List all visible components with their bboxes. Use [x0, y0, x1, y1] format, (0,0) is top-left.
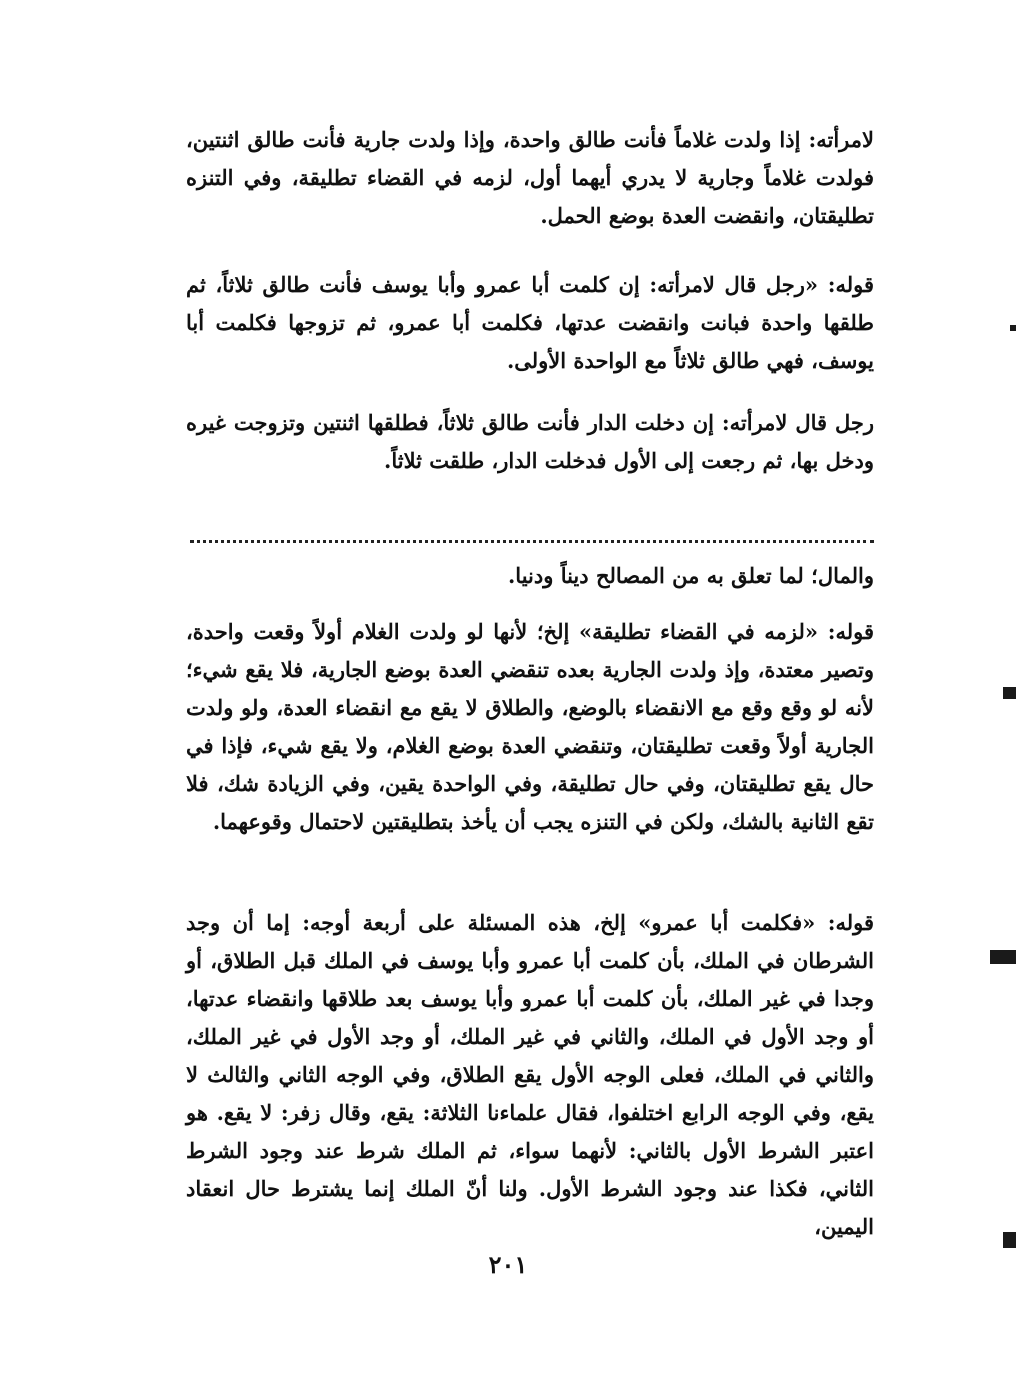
main-text-paragraph-3: رجل قال لامرأته: إن دخلت الدار فأنت طالق ثلاثاً، فطلقها اثنتين وتزوجت غيره ودخل بها، ثم رجعت إلى الأول فدخلت الدار، طلقت ثلاثاً. — [186, 410, 874, 473]
scan-artifact — [1010, 325, 1016, 331]
main-text-paragraph-2: قوله: «رجل قال لامرأته: إن كلمت أبا عمرو وأبا يوسف فأنت طالق ثلاثاً، ثم طلقها واحدة فبانت وانقضت عدتها، فكلمت أبا عمرو، ثم تزوجها فكلمت أبا يوسف، فهي طالق ثلاثاً مع الواحدة الأولى. — [186, 272, 874, 373]
commentary-paragraph-1: والمال؛ لما تعلق به من المصالح ديناً ودنيا. — [508, 563, 874, 588]
main-text-paragraph-1: لامرأته: إذا ولدت غلاماً فأنت طالق واحدة، وإذا ولدت جارية فأنت طالق اثنتين، فولدت غلاماً وجارية لا يدري أيهما أول، لزمه في القضاء تطليقة، وفي التنزه تطليقتان، وانقضت العدة بوضع الحمل. — [186, 127, 874, 228]
scan-artifact — [1003, 687, 1016, 699]
commentary-paragraph-2: قوله: «لزمه في القضاء تطليقة» إلخ؛ لأنها لو ولدت الغلام أولاً وقعت واحدة، وتصير معتدة، وإذ ولدت الجارية بعده تنقضي العدة بوضع الجارية، فلا يقع شيء؛ لأنه لو وقع وقع مع الانقضاء بالوضع، والطلاق لا يقع مع انقضاء العدة، ولو ولدت الجارية أولاً وقعت تطليقتان، وتنقضي العدة بوضع الغلام، ولا يقع شيء، فإذا في حال يقع تطليقتان، وفي حال تطليقة، وفي الواحدة يقين، وفي الزيادة شك، فلا تقع الثانية بالشك، ولكن في التنزه يجب أن يأخذ بتطليقتين لاحتمال وقوعهما. — [186, 619, 874, 834]
commentary-paragraph-3: قوله: «فكلمت أبا عمرو» إلخ، هذه المسئلة على أربعة أوجه: إما أن وجد الشرطان في الملك، بأن كلمت أبا عمرو وأبا يوسف في الملك قبل الطلاق، أو وجدا في غير الملك، بأن كلمت أبا عمرو وأبا يوسف بعد طلاقها وانقضاء عدتها، أو وجد الأول في الملك، والثاني في غير الملك، أو وجد الأول في غير الملك، والثاني في الملك، فعلى الوجه الأول يقع الطلاق، وفي الوجه الثاني والثالث لا يقع، وفي الوجه الرابع اختلفوا، فقال علماءنا الثلاثة: يقع، وقال زفر: لا يقع. هو اعتبر الشرط الأول بالثاني: لأنهما سواء، ثم الملك شرط عند وجود الشرط الثاني، فكذا عند وجود الشرط الأول. ولنا أنّ الملك إنما يشترط حال انعقاد اليمين، — [186, 910, 874, 1239]
scan-artifact — [990, 950, 1016, 964]
footnote-divider — [190, 540, 874, 543]
page-number: ٢٠١ — [488, 1250, 528, 1279]
scan-artifact — [1003, 1232, 1016, 1248]
